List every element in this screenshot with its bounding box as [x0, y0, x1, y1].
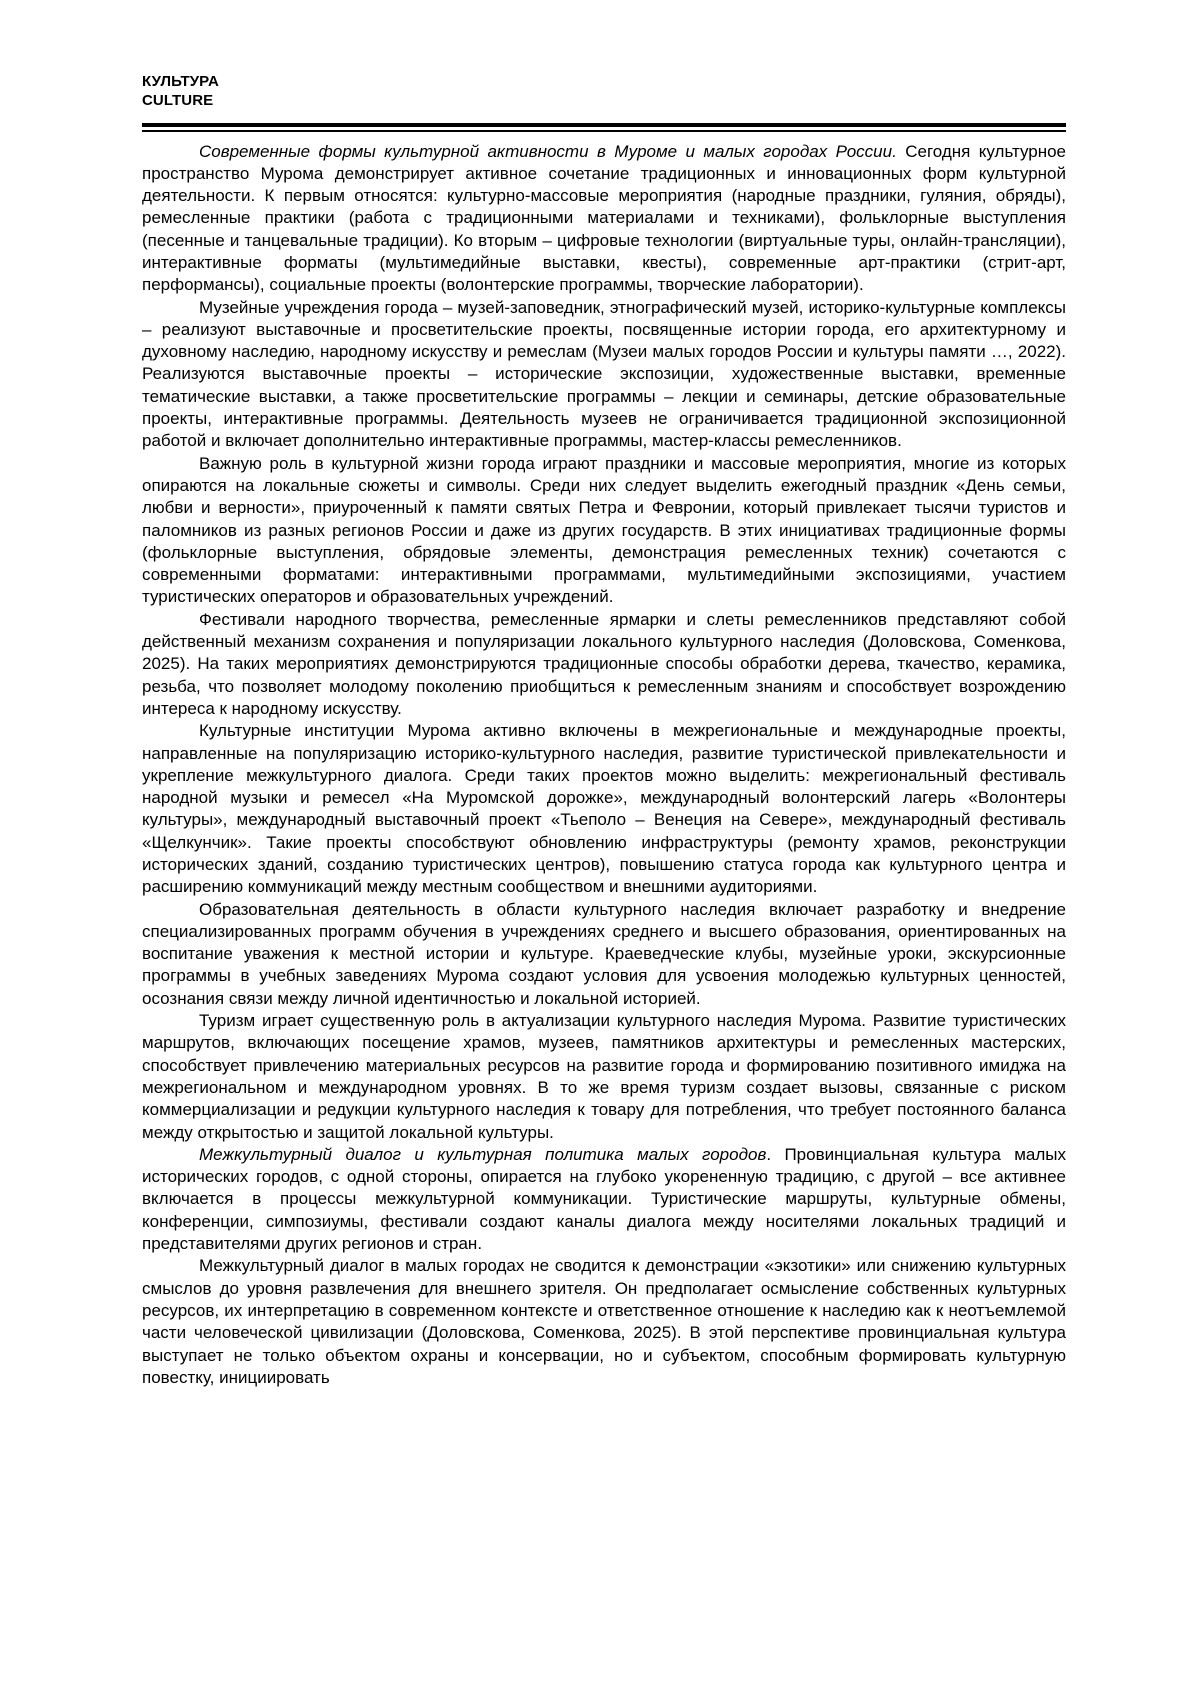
- section-title-ru: КУЛЬТУРА: [142, 73, 219, 90]
- section-title-en: CULTURE: [142, 92, 214, 109]
- paragraph-tourism: Туризм играет существенную роль в актуализации культурного наследия Мурома. Развитие туристических маршрутов, включающих посещение храмов, музеев, памятников архитектуры и ремесленных мастерских, способствует привлечению материальных ресурсов на развитие города и формированию позитивного имиджа на межрегиональном и международном уровнях. В то же время туризм создает вызовы, связанные с риском коммерциализации и редукции культурного наследия к товару для потребления, что требует постоянного баланса между открытостью и защитой локальной культуры.: [142, 1011, 1066, 1142]
- header-rule-thin: [142, 130, 1066, 132]
- paragraph-folk-crafts: Фестивали народного творчества, ремесленные ярмарки и слеты ремесленников представляют собой действенный механизм сохранения и популяризации локального культурного наследия (Доловскова, Соменкова, 2025). На таких мероприятиях демонстрируются традиционные способы обработки дерева, ткачество, керамика, резьба, что позволяет молодому поколению приобщиться к ремесленным знаниям и способствует возрождению интереса к народному искусству.: [142, 609, 1066, 718]
- paragraph-cultural-activity-forms: [142, 141, 1066, 297]
- paragraph-dialogue-meaning: Межкультурный диалог в малых городах не сводится к демонстрации «экзотики» или снижению культурных смыслов до уровня развлечения для внешнего зрителя. Он предполагает осмысление собственных культурных ресурсов, их интерпретацию в современном контексте и ответственное отношение к наследию как к неотъемлемой части человеческой цивилизации (Доловскова, Соменкова, 2025). В этой перспективе провинциальная культура выступает не только объектом охраны и консервации, но и субъектом, способным формировать культурную повестку, инициировать: [142, 1256, 1066, 1387]
- paragraph-text: . Провинциальная культура малых исторических городов, с одной стороны, опирается на глубоко укорененную традицию, с другой – все активнее включается в процессы межкультурной коммуникации. Туристические маршруты, культурные обмены, конференции, симпозиумы, фестивали создают каналы диалога между носителями локальных традиций и представителями других регионов и стран.: [142, 1144, 1066, 1254]
- paragraph-festivals-holidays: Важную роль в культурной жизни города играют праздники и массовые мероприятия, многие из которых опираются на локальные сюжеты и символы. Среди них следует выделить ежегодный праздник «День семьи, любви и верности», приуроченный к памяти святых Петра и Февронии, который привлекает тысячи туристов и паломников из разных регионов России и даже из других государств. В этих инициативах традиционные формы (фольклорные выступления, обрядовые элементы, демонстрация ремесленных техник) сочетаются с современными форматами: интерактивными программами, мультимедийными экспозициями, участием туристических операторов и образовательных учреждений.: [142, 453, 1066, 607]
- paragraph-education: Образовательная деятельность в области культурного наследия включает разработку и внедрение специализированных программ обучения в учреждениях среднего и высшего образования, ориентированных на воспитание уважения к местной истории и культуре. Краеведческие клубы, музейные уроки, экскурсионные программы в учебных заведениях Мурома создают условия для усвоения молодежью культурных ценностей, осознания связи между личной идентичностью и локальной историей.: [142, 899, 1066, 1008]
- paragraph-intercultural-dialogue: [142, 1144, 1066, 1255]
- paragraph-text: Сегодня культурное пространство Мурома демонстрирует активное сочетание традиционных и инновационных форм культурной деятельности. К первым относятся: культурно-массовые мероприятия (народные праздники, гуляния, обряды), ремесленные практики (работа с традиционными материалами и техниками), фольклорные выступления (песенные и танцевальные традиции). Ко вторым – цифровые технологии (виртуальные туры, онлайн-трансляции), интерактивные форматы (мультимедийные выставки, квесты), современные арт-практики (стрит-арт, перформансы), социальные проекты (волонтерские программы, творческие лаборатории).: [142, 141, 1067, 295]
- paragraph-museums: Музейные учреждения города – музей-заповедник, этнографический музей, историко-культурные комплексы – реализуют выставочные и просветительские проекты, посвященные истории города, его архитектурному и духовному наследию, народному искусству и ремеслам (Музеи малых городов России и культуры памяти …, 2022). Реализуются выставочные проекты – исторические экспозиции, художественные выставки, временные тематические выставки, а также просветительские программы – лекции и семинары, детские образовательные проекты, интерактивные программы. Деятельность музеев не ограничивается традиционной экспозиционной работой и включает дополнительно интерактивные программы, мастер-классы ремесленников.: [142, 297, 1066, 451]
- page: [142, 72, 1066, 1389]
- header-rule-thick: [142, 123, 1066, 127]
- article-body: [142, 141, 1066, 1390]
- section-heading-intercultural: Межкультурный диалог и культурная политика малых городов: [199, 1144, 767, 1164]
- running-head: [142, 72, 1066, 110]
- paragraph-international-projects: Культурные институции Мурома активно включены в межрегиональные и международные проекты, направленные на популяризацию историко-культурного наследия, развитие туристической привлекательности и укрепление межкультурного диалога. Среди таких проектов можно выделить: межрегиональный фестиваль народной музыки и ремесел «На Муромской дорожке», международный волонтерский лагерь «Волонтеры культуры», международный выставочный проект «Тьеполо – Венеция на Севере», международный фестиваль «Щелкунчик». Такие проекты способствуют обновлению инфраструктуры (ремонту храмов, реконструкции исторических зданий, созданию туристических центров), повышению статуса города как культурного центра и расширению коммуникаций между местным сообществом и внешними аудиториями.: [142, 721, 1066, 897]
- section-heading-cultural-forms: Современные формы культурной активности в Муроме и малых городах России.: [199, 141, 897, 161]
